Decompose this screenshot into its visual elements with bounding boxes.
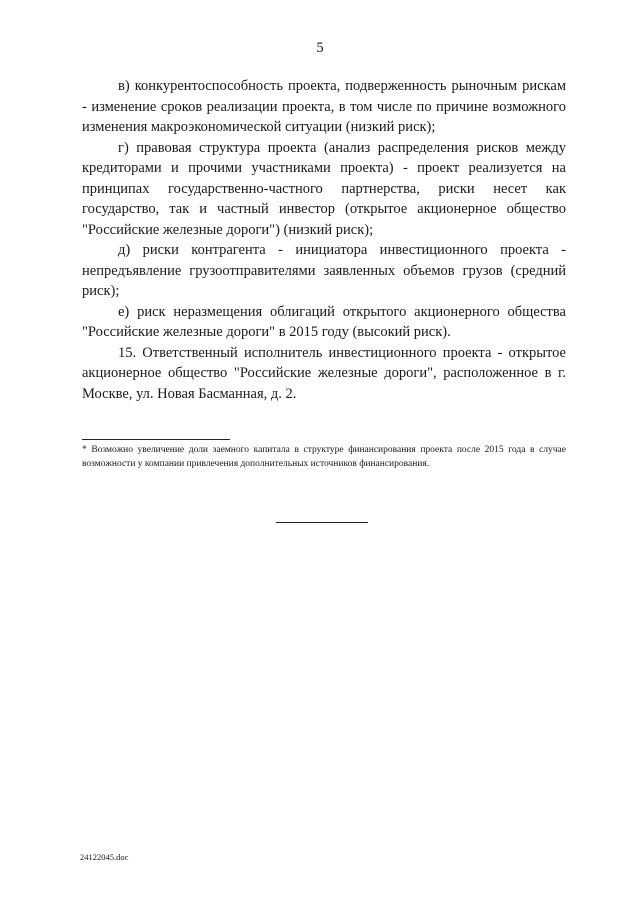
paragraph-e-bond-risk: е) риск неразмещения облигаций открытого акционерного общества "Российские железные дороги" в 2015 году (высокий риск). <box>82 303 566 340</box>
footnote-text: * Возможно увеличение доли заемного капитала в структуре финансирования проекта после 2015 года в случае возможности у компании привлечения дополнительных источников финансирования. <box>82 445 566 469</box>
footnote-divider <box>82 439 230 440</box>
document-body <box>82 76 566 404</box>
paragraph-g-legal-structure: г) правовая структура проекта (анализ распределения рисков между кредиторами и прочими участниками проекта) - проект реализуется на принципах государственно-частного партнерства, риски несет как государство, так и частный инвестор (открытое акционерное общество "Российские железные дороги") (низкий риск); <box>82 139 566 238</box>
paragraph-d-counterparty-risk: д) риски контрагента - инициатора инвестиционного проекта - непредъявление грузоотправителями заявленных объемов грузов (средний риск); <box>82 242 566 299</box>
paragraph-15-responsible-executor: 15. Ответственный исполнитель инвестиционного проекта - открытое акционерное общество "Российские железные дороги", расположенное в г. Москве, ул. Новая Басманная, д. 2. <box>82 344 566 402</box>
document-file-code: 24122045.doc <box>80 852 129 862</box>
document-end-line <box>276 522 368 523</box>
page-number: 5 <box>316 40 324 56</box>
paragraph-v-competitiveness: в) конкурентоспособность проекта, подверженность рыночным рискам - изменение сроков реализации проекта, в том числе по причине возможного изменения макроэкономической ситуации (низкий риск); <box>82 78 566 135</box>
